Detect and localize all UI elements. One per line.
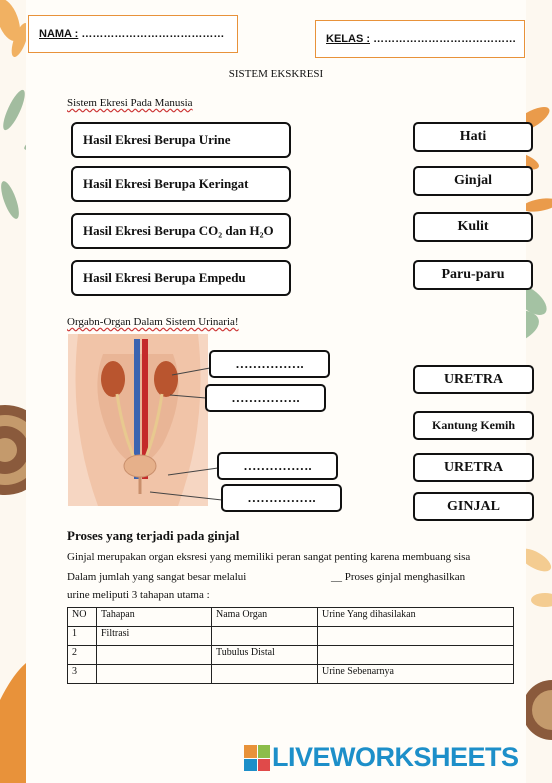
liveworksheets-logo-icon <box>244 745 270 771</box>
section1-heading: Sistem Ekresi Pada Manusia <box>67 97 193 109</box>
option-urinary-2[interactable]: Kantung Kemih <box>413 411 534 440</box>
table-cell: 2 <box>68 646 97 665</box>
table-header-urine: Urine Yang dihasilakan <box>318 608 514 627</box>
answer-blank-4[interactable]: ……………. <box>221 484 342 512</box>
table-row <box>68 665 514 684</box>
section3-heading: Proses yang terjadi pada ginjal <box>67 528 240 543</box>
brand-logo: LIVEWORKSHEETS <box>272 742 519 772</box>
table-cell-input[interactable] <box>318 627 514 646</box>
paragraph-line-1: Ginjal merupakan organ eksresi yang memiliki peran sangat penting karena membuang sisa <box>67 551 471 563</box>
table-cell-input[interactable] <box>318 646 514 665</box>
option-urinary-4[interactable]: GINJAL <box>413 492 534 521</box>
table-cell-input[interactable] <box>97 665 212 684</box>
table-cell: Urine Sebenarnya <box>318 665 514 684</box>
excretion-item-2[interactable]: Hasil Ekresi Berupa Keringat <box>71 166 291 202</box>
table-header-no: NO <box>68 608 97 627</box>
table-row <box>68 646 514 665</box>
class-label: KELAS : ………………………………… <box>326 33 517 45</box>
paragraph-line-3: urine meliputi 3 tahapan utama : <box>67 589 210 601</box>
table-cell-input[interactable] <box>97 646 212 665</box>
excretion-item-4[interactable]: Hasil Ekresi Berupa Empedu <box>71 260 291 296</box>
table-row <box>68 627 514 646</box>
option-organ-2[interactable]: Ginjal <box>413 166 533 196</box>
paragraph-line-2a: Dalam jumlah yang sangat besar melalui <box>67 571 247 583</box>
answer-blank-3[interactable]: ……………. <box>217 452 338 480</box>
option-urinary-3[interactable]: URETRA <box>413 453 534 482</box>
table-cell: 1 <box>68 627 97 646</box>
table-header-organ: Nama Organ <box>212 608 318 627</box>
table-header-stage: Tahapan <box>97 608 212 627</box>
table-cell-input[interactable] <box>212 627 318 646</box>
answer-blank-2[interactable]: ……………. <box>205 384 326 412</box>
table-cell: Filtrasi <box>97 627 212 646</box>
answer-blank-1[interactable]: ……………. <box>209 350 330 378</box>
section2-heading: Orgabn-Organ Dalam Sistem Urinaria! <box>67 316 239 328</box>
excretion-item-3[interactable]: Hasil Ekresi Berupa CO₂ dan H₂O <box>71 213 291 249</box>
table-cell: 3 <box>68 665 97 684</box>
name-label: NAMA : ………………………………… <box>39 28 225 40</box>
option-organ-1[interactable]: Hati <box>413 122 533 152</box>
option-organ-3[interactable]: Kulit <box>413 212 533 242</box>
table-cell-input[interactable] <box>212 665 318 684</box>
excretion-item-1[interactable]: Hasil Ekresi Berupa Urine <box>71 122 291 158</box>
paragraph-line-2b: __ Proses ginjal menghasilkan <box>331 571 466 583</box>
option-urinary-1[interactable]: URETRA <box>413 365 534 394</box>
table-cell: Tubulus Distal <box>212 646 318 665</box>
page-title: SISTEM EKSKRESI <box>228 68 324 80</box>
table-header-row <box>68 608 514 627</box>
process-table <box>67 607 514 684</box>
option-organ-4[interactable]: Paru-paru <box>413 260 533 290</box>
